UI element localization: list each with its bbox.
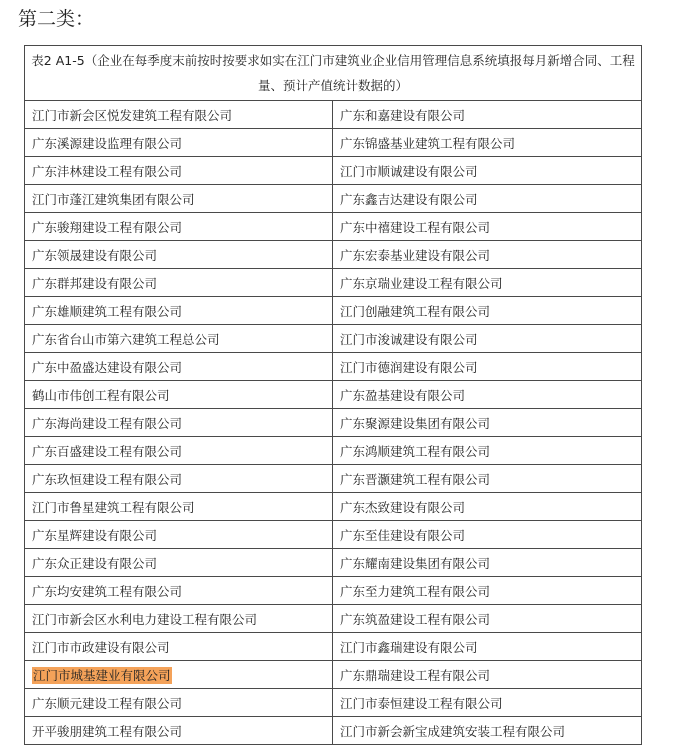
company-cell-right	[333, 297, 642, 325]
company-name: 江门市顺诚建设有限公司	[340, 163, 478, 179]
company-cell-left	[25, 717, 333, 745]
company-cell-left	[25, 409, 333, 437]
company-name: 广东众正建设有限公司	[32, 555, 158, 571]
company-name: 广东聚源建设集团有限公司	[340, 415, 491, 431]
company-cell-right	[333, 465, 642, 493]
table-row	[25, 297, 642, 325]
company-cell-left	[25, 381, 333, 409]
company-cell-right	[333, 717, 642, 745]
company-name: 广东鑫吉达建设有限公司	[340, 191, 478, 207]
company-name: 江门市市政建设有限公司	[32, 639, 170, 655]
company-table	[24, 45, 642, 745]
company-cell-left	[25, 521, 333, 549]
company-name: 广东群邦建设有限公司	[32, 275, 158, 291]
table-row	[25, 157, 642, 185]
company-cell-right	[333, 381, 642, 409]
company-name: 广东京瑞业建设工程有限公司	[340, 275, 503, 291]
company-name: 广东和嘉建设有限公司	[340, 107, 466, 123]
table-row	[25, 437, 642, 465]
company-name: 江门市新会区悦发建筑工程有限公司	[32, 107, 233, 123]
company-cell-left	[25, 661, 333, 689]
company-cell-left	[25, 633, 333, 661]
company-cell-right	[333, 437, 642, 465]
company-cell-right	[333, 101, 642, 129]
company-cell-left	[25, 325, 333, 353]
company-cell-right	[333, 241, 642, 269]
company-cell-left	[25, 129, 333, 157]
company-name: 广东杰致建设有限公司	[340, 499, 466, 515]
company-cell-left	[25, 493, 333, 521]
company-name: 江门市鲁星建筑工程有限公司	[32, 499, 195, 515]
company-name: 广东鼎瑞建设工程有限公司	[340, 667, 491, 683]
table-row	[25, 269, 642, 297]
company-cell-left	[25, 689, 333, 717]
table-row	[25, 409, 642, 437]
company-name: 广东海尚建设工程有限公司	[32, 415, 183, 431]
table-row	[25, 101, 642, 129]
company-name: 广东宏泰基业建设有限公司	[340, 247, 491, 263]
highlighted-company-name: 江门市城基建业有限公司	[33, 667, 171, 683]
company-cell-right	[333, 605, 642, 633]
company-name: 广东盈基建设有限公司	[340, 387, 466, 403]
company-name: 广东筑盈建设工程有限公司	[340, 611, 491, 627]
company-cell-right	[333, 409, 642, 437]
company-name: 广东顺元建设工程有限公司	[32, 695, 183, 711]
company-cell-left	[25, 577, 333, 605]
company-name: 广东中盈盛达建设有限公司	[32, 359, 183, 375]
company-cell-left	[25, 241, 333, 269]
company-cell-right	[333, 325, 642, 353]
company-name: 广东至力建筑工程有限公司	[340, 583, 491, 599]
table-row	[25, 661, 642, 689]
table-row	[25, 185, 642, 213]
company-cell-left	[25, 157, 333, 185]
table-row	[25, 717, 642, 745]
company-name: 广东晋灏建筑工程有限公司	[340, 471, 491, 487]
company-name: 广东百盛建设工程有限公司	[32, 443, 183, 459]
company-name: 广东中禧建设工程有限公司	[340, 219, 491, 235]
company-name: 广东雄顺建筑工程有限公司	[32, 303, 183, 319]
table-row	[25, 325, 642, 353]
table-row	[25, 521, 642, 549]
company-cell-right	[333, 549, 642, 577]
company-name: 广东领晟建设有限公司	[32, 247, 158, 263]
company-cell-left	[25, 213, 333, 241]
table-row	[25, 241, 642, 269]
company-name: 广东省台山市第六建筑工程总公司	[32, 331, 220, 347]
company-cell-right	[333, 269, 642, 297]
table-row	[25, 465, 642, 493]
company-cell-left	[25, 101, 333, 129]
table-row	[25, 577, 642, 605]
company-name: 鹤山市伟创工程有限公司	[32, 387, 170, 403]
company-name: 江门市新会区水利电力建设工程有限公司	[32, 611, 258, 627]
company-name: 广东耀南建设集团有限公司	[340, 555, 491, 571]
company-cell-right	[333, 689, 642, 717]
company-cell-right	[333, 577, 642, 605]
table-row	[25, 689, 642, 717]
table-row	[25, 213, 642, 241]
company-cell-left	[25, 437, 333, 465]
company-name: 广东至佳建设有限公司	[340, 527, 466, 543]
company-name: 江门市泰恒建设工程有限公司	[340, 695, 503, 711]
company-cell-right	[333, 213, 642, 241]
company-name: 江门市鑫瑞建设有限公司	[340, 639, 478, 655]
section-heading: 第二类：	[18, 8, 95, 30]
company-name: 江门市浚诚建设有限公司	[340, 331, 478, 347]
company-name: 广东骏翔建设工程有限公司	[32, 219, 183, 235]
table-row	[25, 633, 642, 661]
company-cell-left	[25, 353, 333, 381]
company-cell-right	[333, 661, 642, 689]
company-name: 江门市新会新宝成建筑安装工程有限公司	[340, 723, 566, 739]
company-name: 江门市蓬江建筑集团有限公司	[32, 191, 195, 207]
company-name: 开平骏朋建筑工程有限公司	[32, 723, 183, 739]
company-cell-right	[333, 353, 642, 381]
company-cell-left	[25, 269, 333, 297]
company-cell-right	[333, 633, 642, 661]
company-cell-left	[25, 605, 333, 633]
company-cell-right	[333, 185, 642, 213]
company-name: 广东沣林建设工程有限公司	[32, 163, 183, 179]
company-cell-left	[25, 297, 333, 325]
company-cell-left	[25, 465, 333, 493]
table-row	[25, 605, 642, 633]
company-name: 广东星辉建设有限公司	[32, 527, 158, 543]
table-row	[25, 549, 642, 577]
company-cell-right	[333, 157, 642, 185]
company-name: 广东鸿顺建筑工程有限公司	[340, 443, 491, 459]
company-cell-left	[25, 185, 333, 213]
table-caption: 表2 A1-5（企业在每季度末前按时按要求如实在江门市建筑业企业信用管理信息系统填报每月新增合同、工程量、预计产值统计数据的）	[25, 46, 642, 101]
company-cell-right	[333, 129, 642, 157]
table-row	[25, 129, 642, 157]
table-row	[25, 381, 642, 409]
company-cell-right	[333, 521, 642, 549]
table-row	[25, 353, 642, 381]
company-name: 广东均安建筑工程有限公司	[32, 583, 183, 599]
company-name: 广东锦盛基业建筑工程有限公司	[340, 135, 516, 151]
company-name: 广东溪源建设监理有限公司	[32, 135, 183, 151]
company-name: 广东玖恒建设工程有限公司	[32, 471, 183, 487]
table-row	[25, 493, 642, 521]
company-cell-left	[25, 549, 333, 577]
company-cell-right	[333, 493, 642, 521]
company-name: 江门市德润建设有限公司	[340, 359, 478, 375]
company-name: 江门创融建筑工程有限公司	[340, 303, 491, 319]
